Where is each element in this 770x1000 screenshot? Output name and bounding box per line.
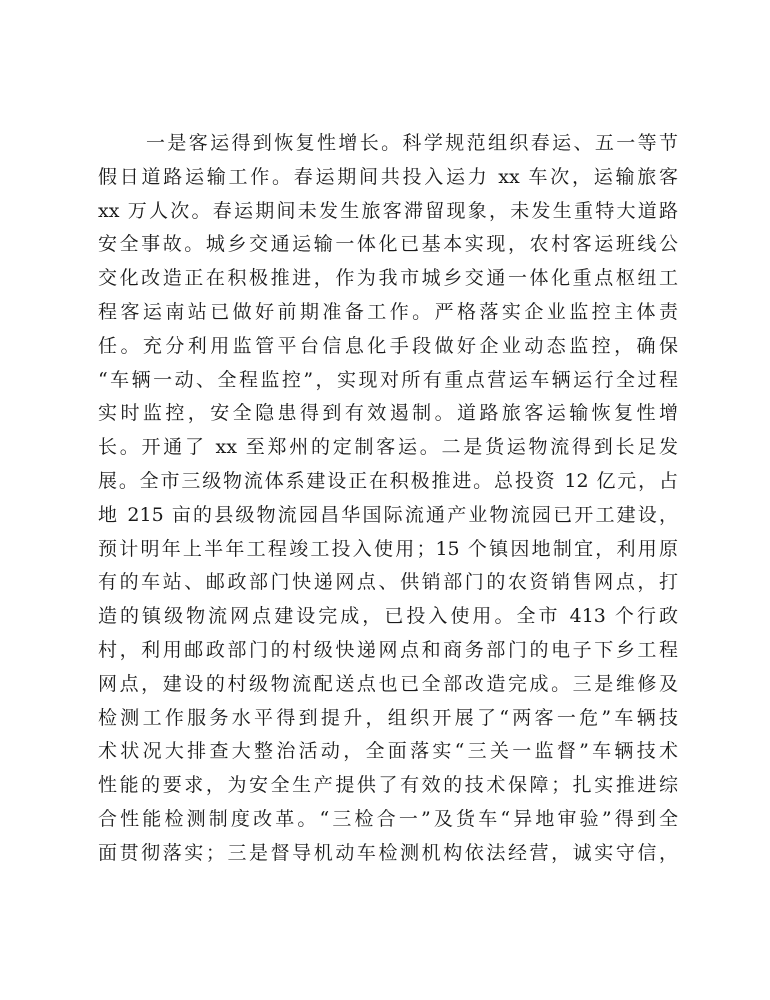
text-line: 有的车站、邮政部门快递网点、供销部门的农资销售网点，打 (98, 571, 678, 594)
text-line: 预计明年上半年工程竣工投入使用；15 个镇因地制宜，利用原 (98, 537, 678, 560)
text-line: 展。全市三级物流体系建设正在积极推进。总投资 12 亿元，占 (98, 469, 678, 492)
text-line: 检测工作服务水平得到提升，组织开展了“两客一危”车辆技 (98, 706, 678, 729)
text-line: 交化改造正在积极推进，作为我市城乡交通一体化重点枢纽工 (98, 267, 678, 290)
text-line: 术状况大排查大整治活动，全面落实“三关一监督”车辆技术 (98, 740, 678, 763)
text-line: 长。开通了 xx 至郑州的定制客运。二是货运物流得到长足发 (98, 436, 678, 459)
text-line: 程客运南站已做好前期准备工作。严格落实企业监控主体责 (98, 300, 678, 323)
text-line: 网点，建设的村级物流配送点也已全部改造完成。三是维修及 (98, 672, 678, 695)
text-line: 任。充分利用监管平台信息化手段做好企业动态监控，确保 (98, 334, 678, 357)
text-line: 实时监控，安全隐患得到有效遏制。道路旅客运输恢复性增 (98, 402, 678, 425)
text-line: 假日道路运输工作。春运期间共投入运力 xx 车次，运输旅客 (98, 165, 678, 188)
text-line: “车辆一动、全程监控”，实现对所有重点营运车辆运行全过程 (98, 368, 678, 391)
text-line: 地 215 亩的县级物流园昌华国际流通产业物流园已开工建设， (98, 503, 678, 526)
text-line: xx 万人次。春运期间未发生旅客滞留现象，未发生重特大道路 (98, 199, 678, 222)
text-line: 造的镇级物流网点建设完成，已投入使用。全市 413 个行政 (98, 605, 678, 628)
text-line: 一是客运得到恢复性增长。科学规范组织春运、五一等节 (146, 132, 678, 154)
text-line: 性能的要求，为安全生产提供了有效的技术保障；扎实推进综 (98, 774, 678, 797)
text-line: 村，利用邮政部门的村级快递网点和商务部门的电子下乡工程 (98, 638, 678, 661)
text-line: 合性能检测制度改革。“三检合一”及货车“异地审验”得到全 (98, 807, 678, 830)
body-paragraph (98, 127, 678, 871)
text-line: 面贯彻落实；三是督导机动车检测机构依法经营，诚实守信， (98, 841, 678, 864)
text-line: 安全事故。城乡交通运输一体化已基本实现，农村客运班线公 (98, 233, 678, 256)
